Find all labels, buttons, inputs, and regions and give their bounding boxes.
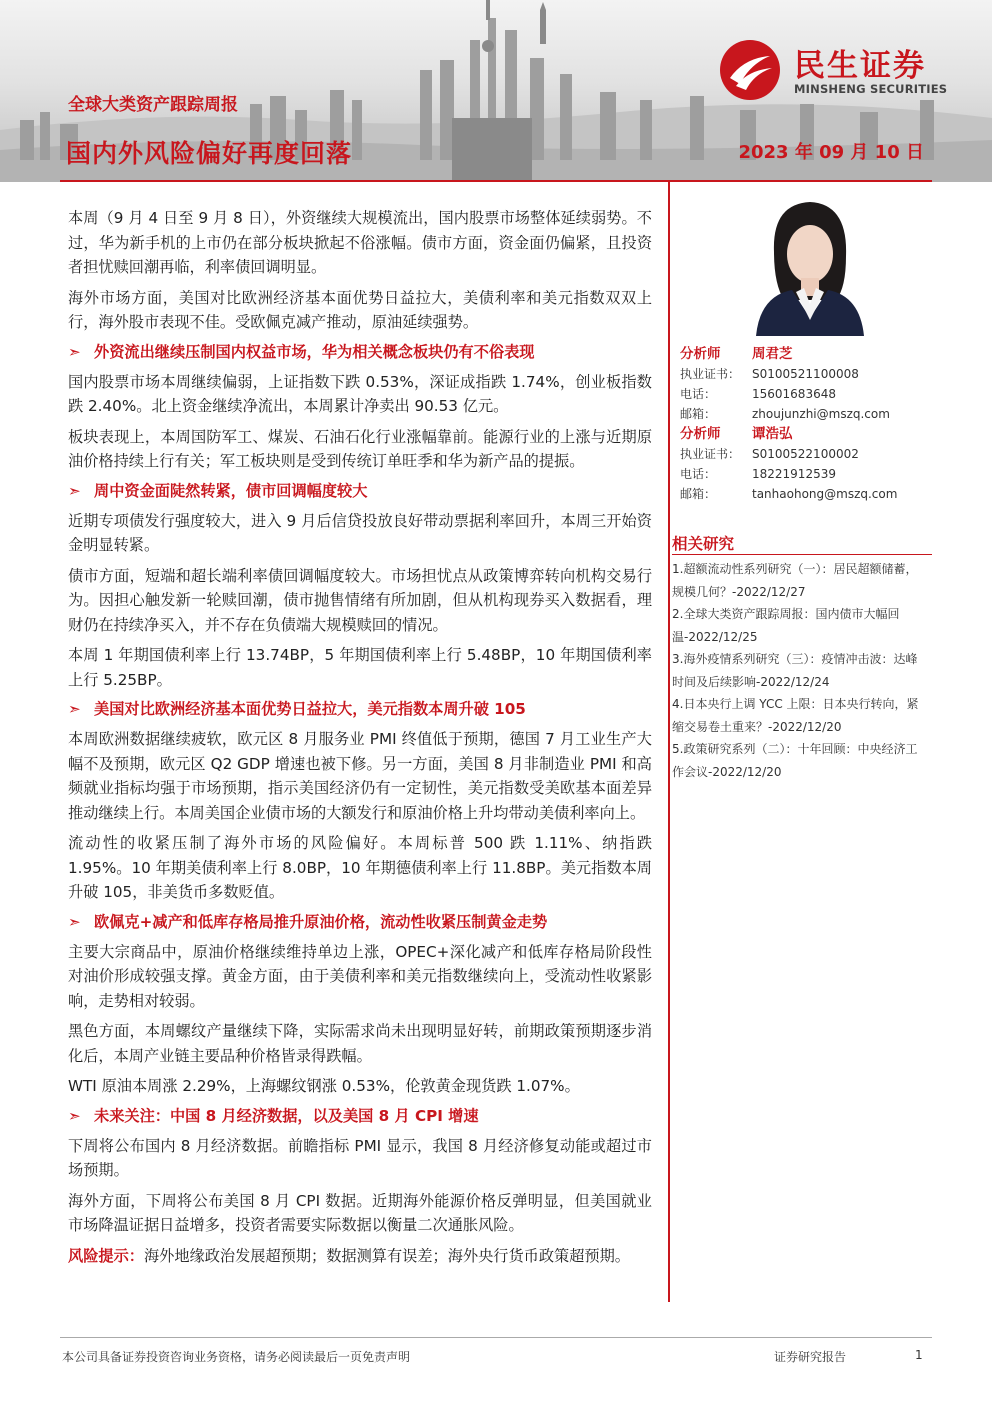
related-research-item[interactable]: 4.日本央行上调 YCC 上限：日本央行转向，紧缩交易卷土重来？-2022/12/20 [672,697,919,734]
risk-label: 风险提示： [68,1246,144,1265]
logo-chinese-name: 民生证券 [794,48,926,84]
body-paragraph: 本周欧洲数据继续疲软，欧元区 8 月服务业 PMI 终值低于预期，德国 7 月工业生产大幅不及预期，欧元区 Q2 GDP 增速也被下修。另一方面，美国 8 月非制造业 PMI 和高频就业指标均强于市场预期，指示美国经济仍有一定韧性，美元指数受美欧基本面差异推动继续上行。本周美国企业债市场的大额发行和原油价格上升均带动美债利率向上。 [68,730,652,822]
series-title: 全球大类资产跟踪周报 [68,95,238,115]
related-research-list [672,558,928,783]
email-link[interactable]: zhoujunzhi@mszq.com [752,407,890,421]
analyst-portrait-icon [750,192,868,336]
analyst-role: 分析师 [680,426,721,442]
section-heading: ➣ 美国对比欧洲经济基本面优势日益拉大，美元指数本周升破 105 [68,700,526,718]
related-research-item[interactable]: 3.海外疫情系列研究（三）：疫情冲击波：达峰时间及后续影响-2022/12/24 [672,652,918,689]
section-heading: ➣ 外资流出继续压制国内权益市场，华为相关概念板块仍有不俗表现 [68,342,535,361]
analyst-name: 谭浩弘 [752,426,793,442]
cert-number: S0100522100002 [752,447,859,461]
body-paragraph: 本周 1 年期国债利率上行 13.74BP，5 年期国债利率上行 5.48BP，10 年期国债利率上行 5.25BP。 [68,646,652,689]
body-paragraph: 板块表现上，本周国防军工、煤炭、石油石化行业涨幅靠前。能源行业的上涨与近期原油价格持续上行有关；军工板块则是受到传统订单旺季和华为新产品的提振。 [68,427,652,470]
phone-label: 电话： [680,467,717,481]
minsheng-logo-icon [718,38,784,102]
intro-paragraph: 海外市场方面，美国对比欧洲经济基本面优势日益拉大，美债利率和美元指数双双上行，海外股市表现不佳。受欧佩克减产推动，原油延续强势。 [68,288,652,331]
arrow-bullet-icon: ➣ [68,481,81,500]
page-title: 国内外风险偏好再度回落 [66,139,353,168]
phone-number: 15601683648 [752,387,836,401]
risk-warning [68,1244,652,1269]
body-paragraph: 下周将公布国内 8 月经济数据。前瞻指标 PMI 显示，我国 8 月经济修复动能或超过市场预期。 [68,1136,652,1179]
section-heading: ➣ 未来关注：中国 8 月经济数据，以及美国 8 月 CPI 增速 [68,1106,479,1125]
column-divider [668,182,670,1302]
body-paragraph: 海外方面，下周将公布美国 8 月 CPI 数据。近期海外能源价格反弹明显，但美国就业市场降温证据日益增多，投资者需要实际数据以衡量二次通胀风险。 [68,1191,652,1234]
related-research-item[interactable]: 2.全球大类资产跟踪周报：国内债市大幅回温-2022/12/25 [672,607,900,644]
phone-number: 18221912539 [752,467,836,481]
analyst-phone-row [680,384,940,404]
phone-label: 电话： [680,387,717,401]
related-research-divider [672,554,932,555]
cert-label: 执业证书： [680,447,741,461]
body-paragraph: 债市方面，短端和超长端利率债回调幅度较大。市场担忧点从政策博弈转向机构交易行为。因担心触发新一轮赎回潮，债市抛售情绪有所加剧，但从机构现券买入数据看，理财仍在持续净买入，并不存在负债端大规模赎回的情况。 [68,566,652,634]
analyst-photo [750,192,868,336]
analyst-cert-row [680,364,940,384]
report-body [68,206,652,1274]
related-research-item[interactable]: 1.超额流动性系列研究（一）：居民超额储蓄，规模几何？-2022/12/27 [672,562,918,599]
analyst-name-row [680,424,940,444]
body-paragraph: 主要大宗商品中，原油价格继续维持单边上涨，OPEC+深化减产和低库存格局阶段性对油价形成较强支撑。黄金方面，由于美债利率和美元指数继续向上，受流动性收紧影响，走势相对较弱。 [68,942,652,1010]
footer-disclaimer: 本公司具备证券投资咨询业务资格，请务必阅读最后一页免责声明 [62,1350,411,1364]
related-research-item[interactable]: 5.政策研究系列（二）：十年回顾：中央经济工作会议-2022/12/20 [672,742,918,779]
intro-paragraph: 本周（9 月 4 日至 9 月 8 日），外资继续大规模流出，国内股票市场整体延续弱势。不过，华为新手机的上市仍在部分板块掀起不俗涨幅。债市方面，资金面仍偏紧，且投资者担忧赎回潮再临，利率债回调明显。 [68,209,652,276]
analyst-role: 分析师 [680,346,721,362]
arrow-bullet-icon: ➣ [68,700,81,718]
analyst-cert-row [680,444,940,464]
analyst-email-row [680,404,940,424]
footer-divider [60,1337,932,1338]
analyst-phone-row [680,464,940,484]
email-link[interactable]: tanhaohong@mszq.com [752,487,898,501]
analyst-info [680,344,940,504]
analyst-name-row [680,344,940,364]
cert-number: S0100521100008 [752,367,859,381]
header-divider [60,180,932,182]
cert-label: 执业证书： [680,367,741,381]
header-banner [0,0,992,182]
email-label: 邮箱： [680,487,717,501]
body-paragraph: WTI 原油本周涨 2.29%，上海螺纹钢涨 0.53%，伦敦黄金现货跌 1.07%。 [68,1077,580,1095]
body-paragraph: 近期专项债发行强度较大，进入 9 月后信贷投放良好带动票据利率回升，本周三开始资金明显转紧。 [68,511,652,554]
brand-logo [718,38,968,102]
section-heading: ➣ 周中资金面陡然转紧，债市回调幅度较大 [68,481,368,500]
email-label: 邮箱： [680,407,717,421]
risk-text: 海外地缘政治发展超预期；数据测算有误差；海外央行货币政策超预期。 [143,1246,630,1265]
analyst-name: 周君芝 [752,346,793,362]
related-research-title: 相关研究 [672,535,735,553]
body-paragraph: 国内股票市场本周继续偏弱，上证指数下跌 0.53%，深证成指跌 1.74%，创业板指数跌 2.40%。北上资金继续净流出，本周累计净卖出 90.53 亿元。 [68,372,652,415]
analyst-email-row [680,484,940,504]
page-number: 1 [915,1348,923,1362]
body-paragraph: 黑色方面，本周螺纹产量继续下降，实际需求尚未出现明显好转，前期政策预期逐步消化后，本周产业链主要品种价格皆录得跌幅。 [68,1022,652,1065]
section-heading: ➣ 欧佩克+减产和低库存格局推升原油价格，流动性收紧压制黄金走势 [68,912,548,931]
arrow-bullet-icon: ➣ [68,342,81,361]
footer-doc-type: 证券研究报告 [774,1350,847,1364]
report-date: 2023 年 09 月 10 日 [738,142,924,163]
arrow-bullet-icon: ➣ [68,912,81,931]
body-paragraph: 流动性的收紧压制了海外市场的风险偏好。本周标普 500 跌 1.11%、纳指跌 1.95%。10 年期美债利率上行 8.0BP，10 年期德债利率上行 11.8BP。美元指数本周升破 105，非美货币多数贬值。 [68,834,652,901]
arrow-bullet-icon: ➣ [68,1106,81,1125]
logo-english-name: MINSHENG SECURITIES [794,82,948,96]
